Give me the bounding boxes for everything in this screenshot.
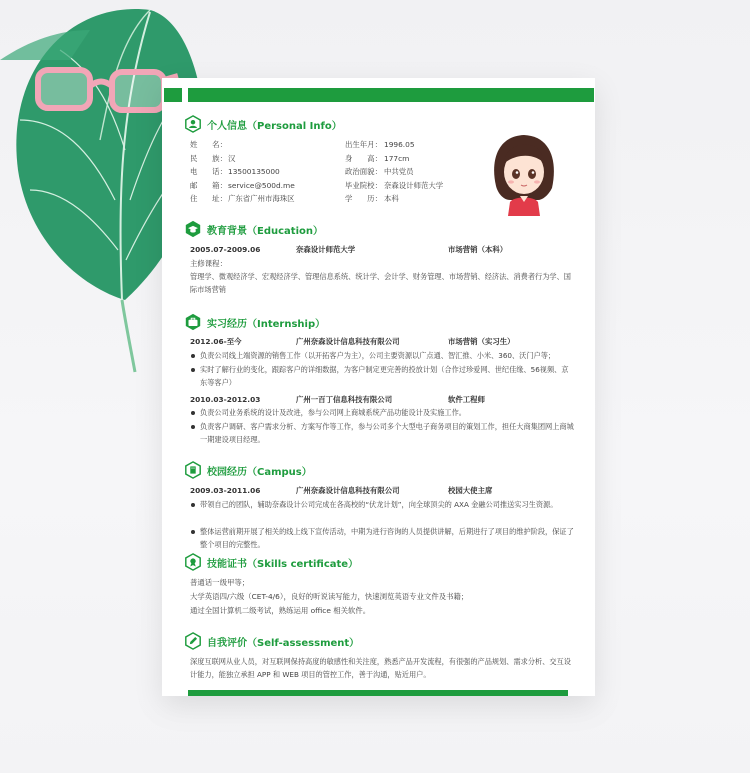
bottom-bar xyxy=(188,690,568,696)
info-label: 政治面貌： xyxy=(345,167,382,176)
job-role: 软件工程师 xyxy=(448,395,485,404)
person-icon xyxy=(184,115,202,133)
section-education-header xyxy=(184,219,323,239)
job-bullet: 负责公司线上端资源的销售工作（以开拓客户为主），公司主要资源以广点通、智汇推、小米、360、沃门户等； xyxy=(190,349,574,362)
building-icon xyxy=(184,461,202,479)
info-label: 身 高： xyxy=(345,153,382,163)
education-courses: 管理学、微观经济学、宏观经济学、管理信息系统、统计学、会计学、财务管理、市场营销、经济法、消费者行为学、国际市场营销 xyxy=(190,272,571,294)
campus-bullet: 带领自己的团队，辅助奈森设计公司完成在各高校的“伏龙计划”，向全球顶尖的 AXA 金融公司推送实习生资源。 xyxy=(190,498,574,511)
section-personal-header xyxy=(184,114,342,134)
avatar xyxy=(488,130,560,216)
info-label: 姓 名： xyxy=(190,140,227,149)
campus-date: 2009.03-2011.06 xyxy=(190,486,261,495)
education-major: 市场营销（本科） xyxy=(448,245,508,254)
section-internship-header xyxy=(184,312,325,332)
certificate-icon xyxy=(184,553,202,571)
info-label: 学 历： xyxy=(345,194,382,203)
info-value: 中共党员 xyxy=(384,167,414,176)
job-role: 市场营销（实习生） xyxy=(448,337,515,346)
top-bar-right xyxy=(188,88,594,102)
campus-role: 校园大使主席 xyxy=(448,486,493,495)
info-value: 广东省广州市海珠区 xyxy=(228,194,295,203)
section-self-title: 自我评价（Self-assessment） xyxy=(207,637,360,649)
info-value: service@500d.me xyxy=(228,180,295,190)
section-campus-title: 校园经历（Campus） xyxy=(207,466,312,478)
info-value: 177cm xyxy=(384,153,410,163)
job-company: 广州奈森设计信息科技有限公司 xyxy=(296,337,400,346)
section-education-title: 教育背景（Education） xyxy=(207,225,323,237)
education-date: 2005.07-2009.06 xyxy=(190,245,261,254)
graduation-cap-icon xyxy=(184,220,202,238)
skill-line: 大学英语四/六级（CET-4/6），良好的听说读写能力，快速浏览英语专业文件及书籍； xyxy=(190,592,469,601)
info-value: 1996.05 xyxy=(384,140,415,149)
resume-page xyxy=(162,78,595,696)
skill-line: 通过全国计算机二级考试，熟练运用 office 相关软件。 xyxy=(190,606,371,615)
info-label: 出生年月： xyxy=(345,140,382,149)
info-label: 住 址： xyxy=(190,194,227,203)
section-campus-header xyxy=(184,460,312,480)
info-value: 本科 xyxy=(384,194,399,203)
top-bar-left xyxy=(164,88,182,102)
pencil-icon xyxy=(184,632,202,650)
self-assessment-text: 深度互联网从业人员，对互联网保持高度的敏感性和关注度，熟悉产品开发流程，有很强的产品规划、需求分析、交互设计能力，能独立承担 APP 和 WEB 项目的管控工作，善于沟通，贴近用户。 xyxy=(190,657,571,679)
briefcase-icon xyxy=(184,313,202,331)
job-date: 2012.06-至今 xyxy=(190,337,242,346)
info-label: 邮 箱： xyxy=(190,180,227,190)
info-value: 13500135000 xyxy=(228,167,280,176)
section-personal-title: 个人信息（Personal Info） xyxy=(207,120,342,132)
section-skills-header xyxy=(184,552,358,572)
campus-bullet: 整体运营前期开展了相关的线上线下宣传活动，中期为进行咨询的人员提供讲解，后期进行了项目的维护阶段，保证了整个项目的完整性。 xyxy=(190,525,574,551)
info-value: 汉 xyxy=(228,153,236,163)
section-self-header xyxy=(184,631,359,651)
info-label: 电 话： xyxy=(190,167,227,176)
job-company: 广州一百丁信息科技有限公司 xyxy=(296,395,393,404)
info-label: 毕业院校： xyxy=(345,180,382,190)
job-bullet: 负责客户调研、客户需求分析、方案写作等工作，参与公司多个大型电子商务项目的策划工作，担任大商集团网上商城一期建设项目经理。 xyxy=(190,420,574,446)
skill-line: 普通话一级甲等； xyxy=(190,578,250,587)
info-value: 奈森设计师范大学 xyxy=(384,180,444,190)
job-bullet: 负责公司业务系统的设计及改进，参与公司网上商城系统产品功能设计及实施工作。 xyxy=(190,406,574,419)
section-skills-title: 技能证书（Skills certificate） xyxy=(207,558,359,570)
education-courses-label: 主修课程： xyxy=(190,259,227,268)
campus-org: 广州奈森设计信息科技有限公司 xyxy=(296,486,400,495)
job-date: 2010.03-2012.03 xyxy=(190,395,261,404)
section-internship-title: 实习经历（Internship） xyxy=(207,318,326,330)
education-school: 奈森设计师范大学 xyxy=(296,245,356,254)
job-bullet: 实时了解行业的变化，跟踪客户的详细数据，为客户制定更完善的投放计划（合作过珍爱网、世纪佳缘、56视频、京东等客户） xyxy=(190,363,574,389)
info-label: 民 族： xyxy=(190,153,227,163)
